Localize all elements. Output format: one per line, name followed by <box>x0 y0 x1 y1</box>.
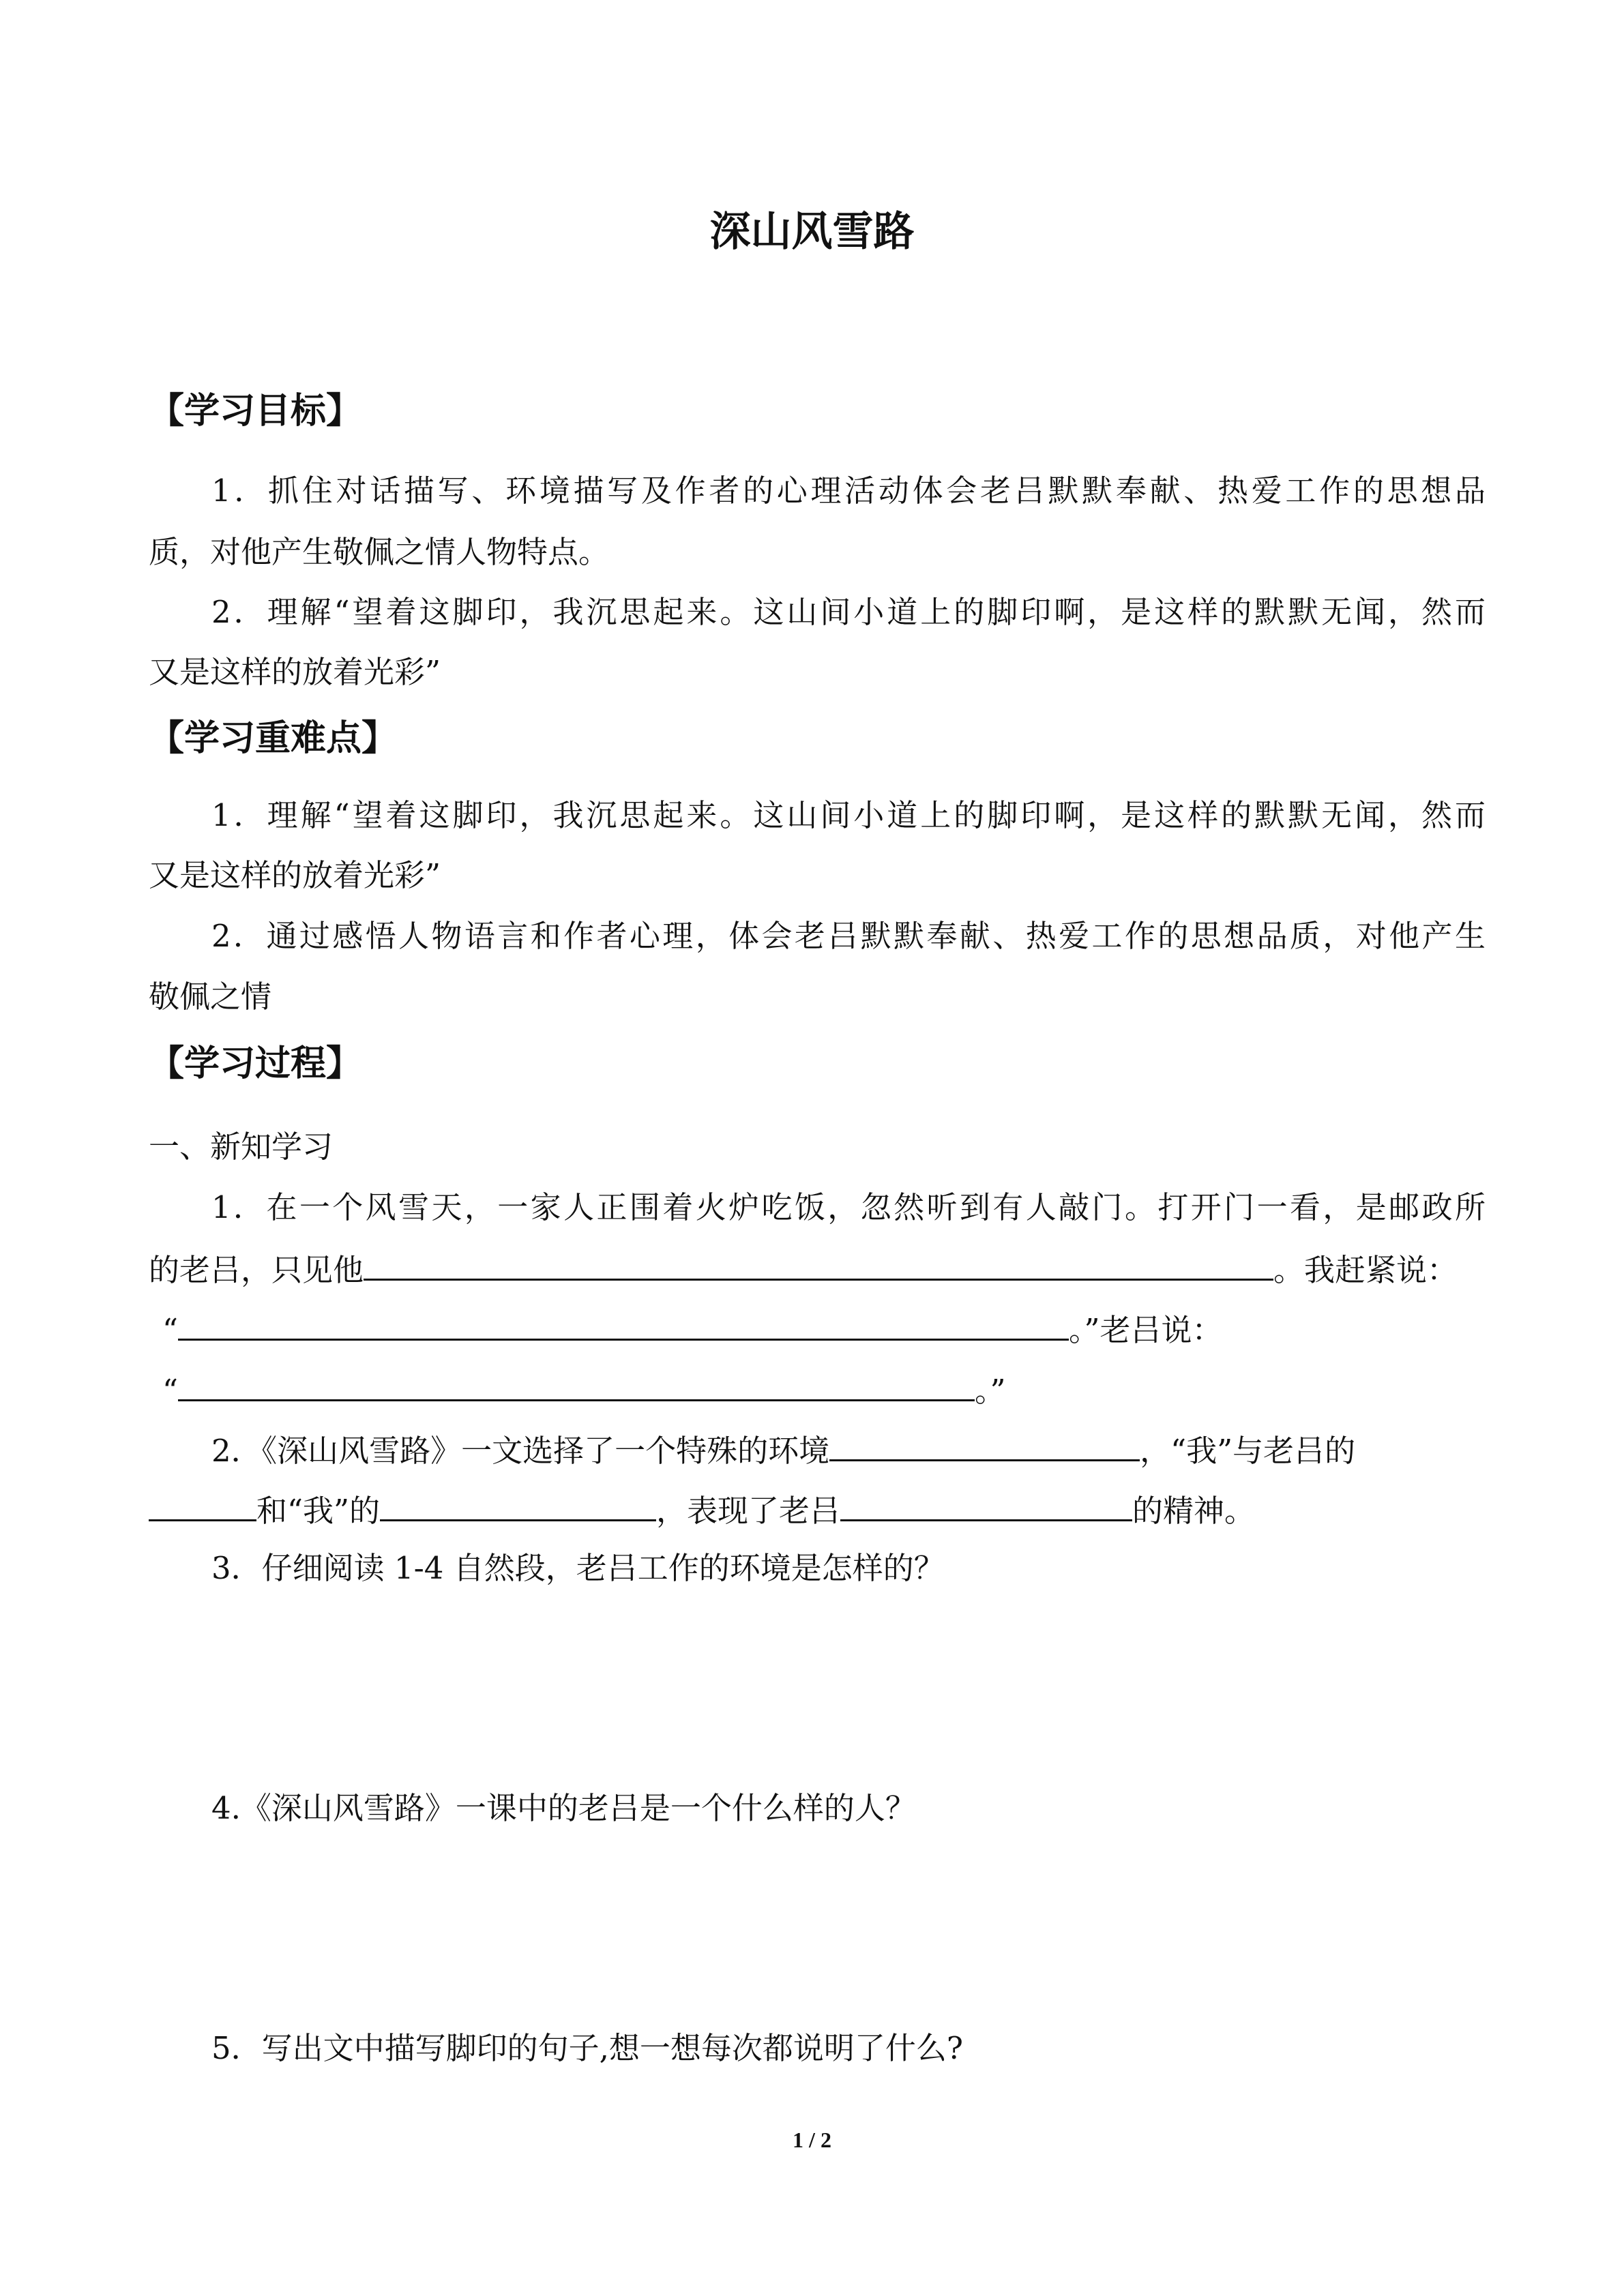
key-point-2-line-2: 敬佩之情 <box>149 979 272 1015</box>
section-heading-goals: 【学习目标】 <box>149 391 362 432</box>
answer-blank[interactable] <box>829 1428 1140 1461</box>
question-2-text-b: ，“我”与老吕的 <box>1140 1433 1356 1469</box>
close-quote: 。” <box>975 1373 1006 1409</box>
goal-1-line-1: 1．抓住对话描写、环境描写及作者的心理活动体会老吕默默奉献、热爱工作的思想品 <box>211 473 1486 509</box>
question-3: 3．仔细阅读 1-4 自然段，老吕工作的环境是怎样的？ <box>211 1550 945 1586</box>
goal-2-line-1: 2．理解“望着这脚印，我沉思起来。这山间小道上的脚印啊，是这样的默默无闻，然而 <box>211 594 1486 630</box>
question-1-line-4 <box>162 1368 1499 1412</box>
open-quote: “ <box>162 1373 179 1409</box>
question-2-text-a: 2．《深山风雪路》一文选择了一个特殊的环境 <box>211 1433 830 1469</box>
question-1-line-2 <box>149 1247 1486 1291</box>
open-quote: “ <box>162 1312 179 1348</box>
question-1-line-1: 1．在一个风雪天，一家人正围着火炉吃饭，忽然听到有人敲门。打开门一看，是邮政所 <box>211 1189 1486 1225</box>
question-2-line-2 <box>149 1488 1486 1532</box>
question-1-text-b: 。我赶紧说： <box>1273 1252 1458 1288</box>
question-5: 5．写出文中描写脚印的句子,想一想每次都说明了什么? <box>211 2030 964 2066</box>
key-point-1-line-1: 1．理解“望着这脚印，我沉思起来。这山间小道上的脚印啊，是这样的默默无闻，然而 <box>211 797 1486 833</box>
question-2-text-c: 和“我”的 <box>256 1493 381 1529</box>
question-2-text-d: ，表现了老吕 <box>656 1493 841 1529</box>
question-4: 4.《深山风雪路》一课中的老吕是一个什么样的人？ <box>211 1790 916 1826</box>
page-title: 深山风雪路 <box>709 208 915 256</box>
goal-2-line-2: 又是这样的放着光彩” <box>149 654 441 690</box>
question-2-line-1 <box>211 1428 1548 1472</box>
key-point-1-line-2: 又是这样的放着光彩” <box>149 857 441 893</box>
key-point-2-line-1: 2．通过感悟人物语言和作者心理，体会老吕默默奉献、热爱工作的思想品质，对他产生 <box>211 918 1486 954</box>
subheading-new-knowledge: 一、新知学习 <box>149 1129 334 1165</box>
answer-blank[interactable] <box>380 1488 656 1521</box>
answer-blank[interactable] <box>364 1247 1273 1281</box>
page-number: 1 / 2 <box>793 2128 831 2152</box>
question-1-text-c: 。”老吕说： <box>1069 1312 1223 1348</box>
answer-blank[interactable] <box>178 1307 1069 1341</box>
section-heading-key-points: 【学习重难点】 <box>149 718 398 759</box>
question-1-text-a: 的老吕，只见他 <box>149 1252 364 1288</box>
question-2-text-e: 的精神。 <box>1132 1493 1256 1529</box>
answer-blank[interactable] <box>149 1488 256 1521</box>
section-heading-process: 【学习过程】 <box>149 1043 362 1084</box>
goal-1-line-2: 质，对他产生敬佩之情人物特点。 <box>149 534 610 570</box>
answer-blank[interactable] <box>178 1368 975 1401</box>
question-1-line-3 <box>162 1307 1499 1351</box>
answer-blank[interactable] <box>840 1488 1132 1521</box>
